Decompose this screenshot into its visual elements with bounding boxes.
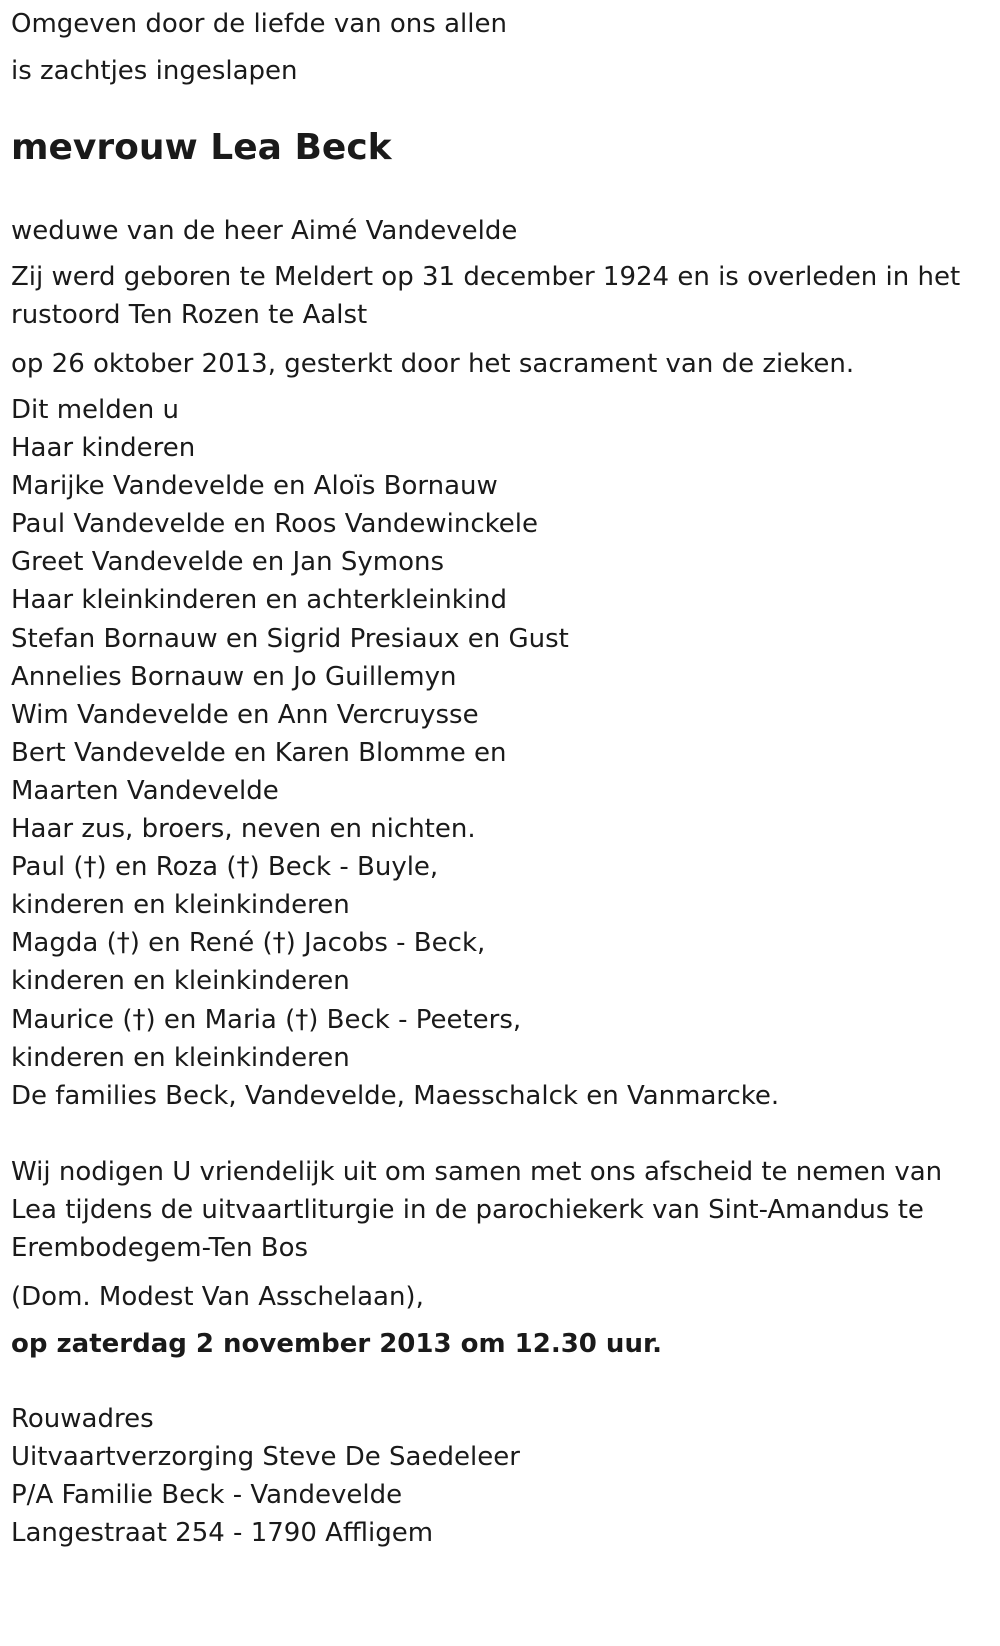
family-line: Bert Vandevelde en Karen Blomme en	[11, 737, 507, 768]
family-line: Maarten Vandevelde	[11, 775, 279, 806]
family-line: De families Beck, Vandevelde, Maesschalck en Vanmarcke.	[11, 1080, 780, 1111]
family-line: Haar kleinkinderen en achterkleinkind	[11, 585, 508, 616]
address-line: Uitvaartverzorging Steve De Saedeleer	[11, 1442, 520, 1473]
family-line: kinderen en kleinkinderen	[11, 1042, 350, 1073]
family-line: Magda (†) en René (†) Jacobs - Beck,	[11, 928, 486, 959]
condolence-address	[11, 1400, 520, 1552]
service-datetime: op zaterdag 2 november 2013 om 12.30 uur.	[11, 1329, 662, 1359]
family-line: Greet Vandevelde en Jan Symons	[11, 547, 444, 578]
family-line: Paul Vandevelde en Roos Vandewinckele	[11, 509, 539, 540]
widow-of: weduwe van de heer Aimé Vandevelde	[11, 216, 518, 246]
address-line: Rouwadres	[11, 1404, 154, 1434]
deceased-name: mevrouw Lea Beck	[11, 127, 392, 168]
family-line: Marijke Vandevelde en Aloïs Bornauw	[11, 471, 498, 502]
intro-line-1: Omgeven door de liefde van ons allen	[11, 9, 507, 39]
family-line: kinderen en kleinkinderen	[11, 966, 350, 997]
family-list	[11, 391, 779, 1115]
family-line: Maurice (†) en Maria (†) Beck - Peeters,	[11, 1004, 522, 1035]
church-address: (Dom. Modest Van Asschelaan),	[11, 1282, 424, 1312]
birth-death-text: Zij werd geboren te Meldert op 31 december 1924 en is overleden in het rustoord Ten Rozen te Aalst	[11, 262, 961, 330]
address-line: Langestraat 254 - 1790 Affligem	[11, 1518, 434, 1549]
family-line: Paul (†) en Roza (†) Beck - Buyle,	[11, 852, 439, 883]
family-line: kinderen en kleinkinderen	[11, 890, 350, 921]
address-line: P/A Familie Beck - Vandevelde	[11, 1480, 403, 1511]
invitation-text: Wij nodigen U vriendelijk uit om samen met ons afscheid te nemen van Lea tijdens de uitvaartliturgie in de parochiekerk van Sint-Amandus te Erembodegem-Ten Bos	[11, 1157, 943, 1264]
family-line: Dit melden u	[11, 395, 179, 425]
death-date-line: op 26 oktober 2013, gesterkt door het sacrament van de zieken.	[11, 349, 855, 379]
family-line: Haar zus, broers, neven en nichten.	[11, 814, 476, 845]
intro-line-2: is zachtjes ingeslapen	[11, 56, 298, 86]
family-line: Wim Vandevelde en Ann Vercruysse	[11, 699, 479, 730]
family-line: Annelies Bornauw en Jo Guillemyn	[11, 661, 457, 692]
family-line: Haar kinderen	[11, 433, 196, 464]
family-line: Stefan Bornauw en Sigrid Presiaux en Gust	[11, 623, 569, 654]
